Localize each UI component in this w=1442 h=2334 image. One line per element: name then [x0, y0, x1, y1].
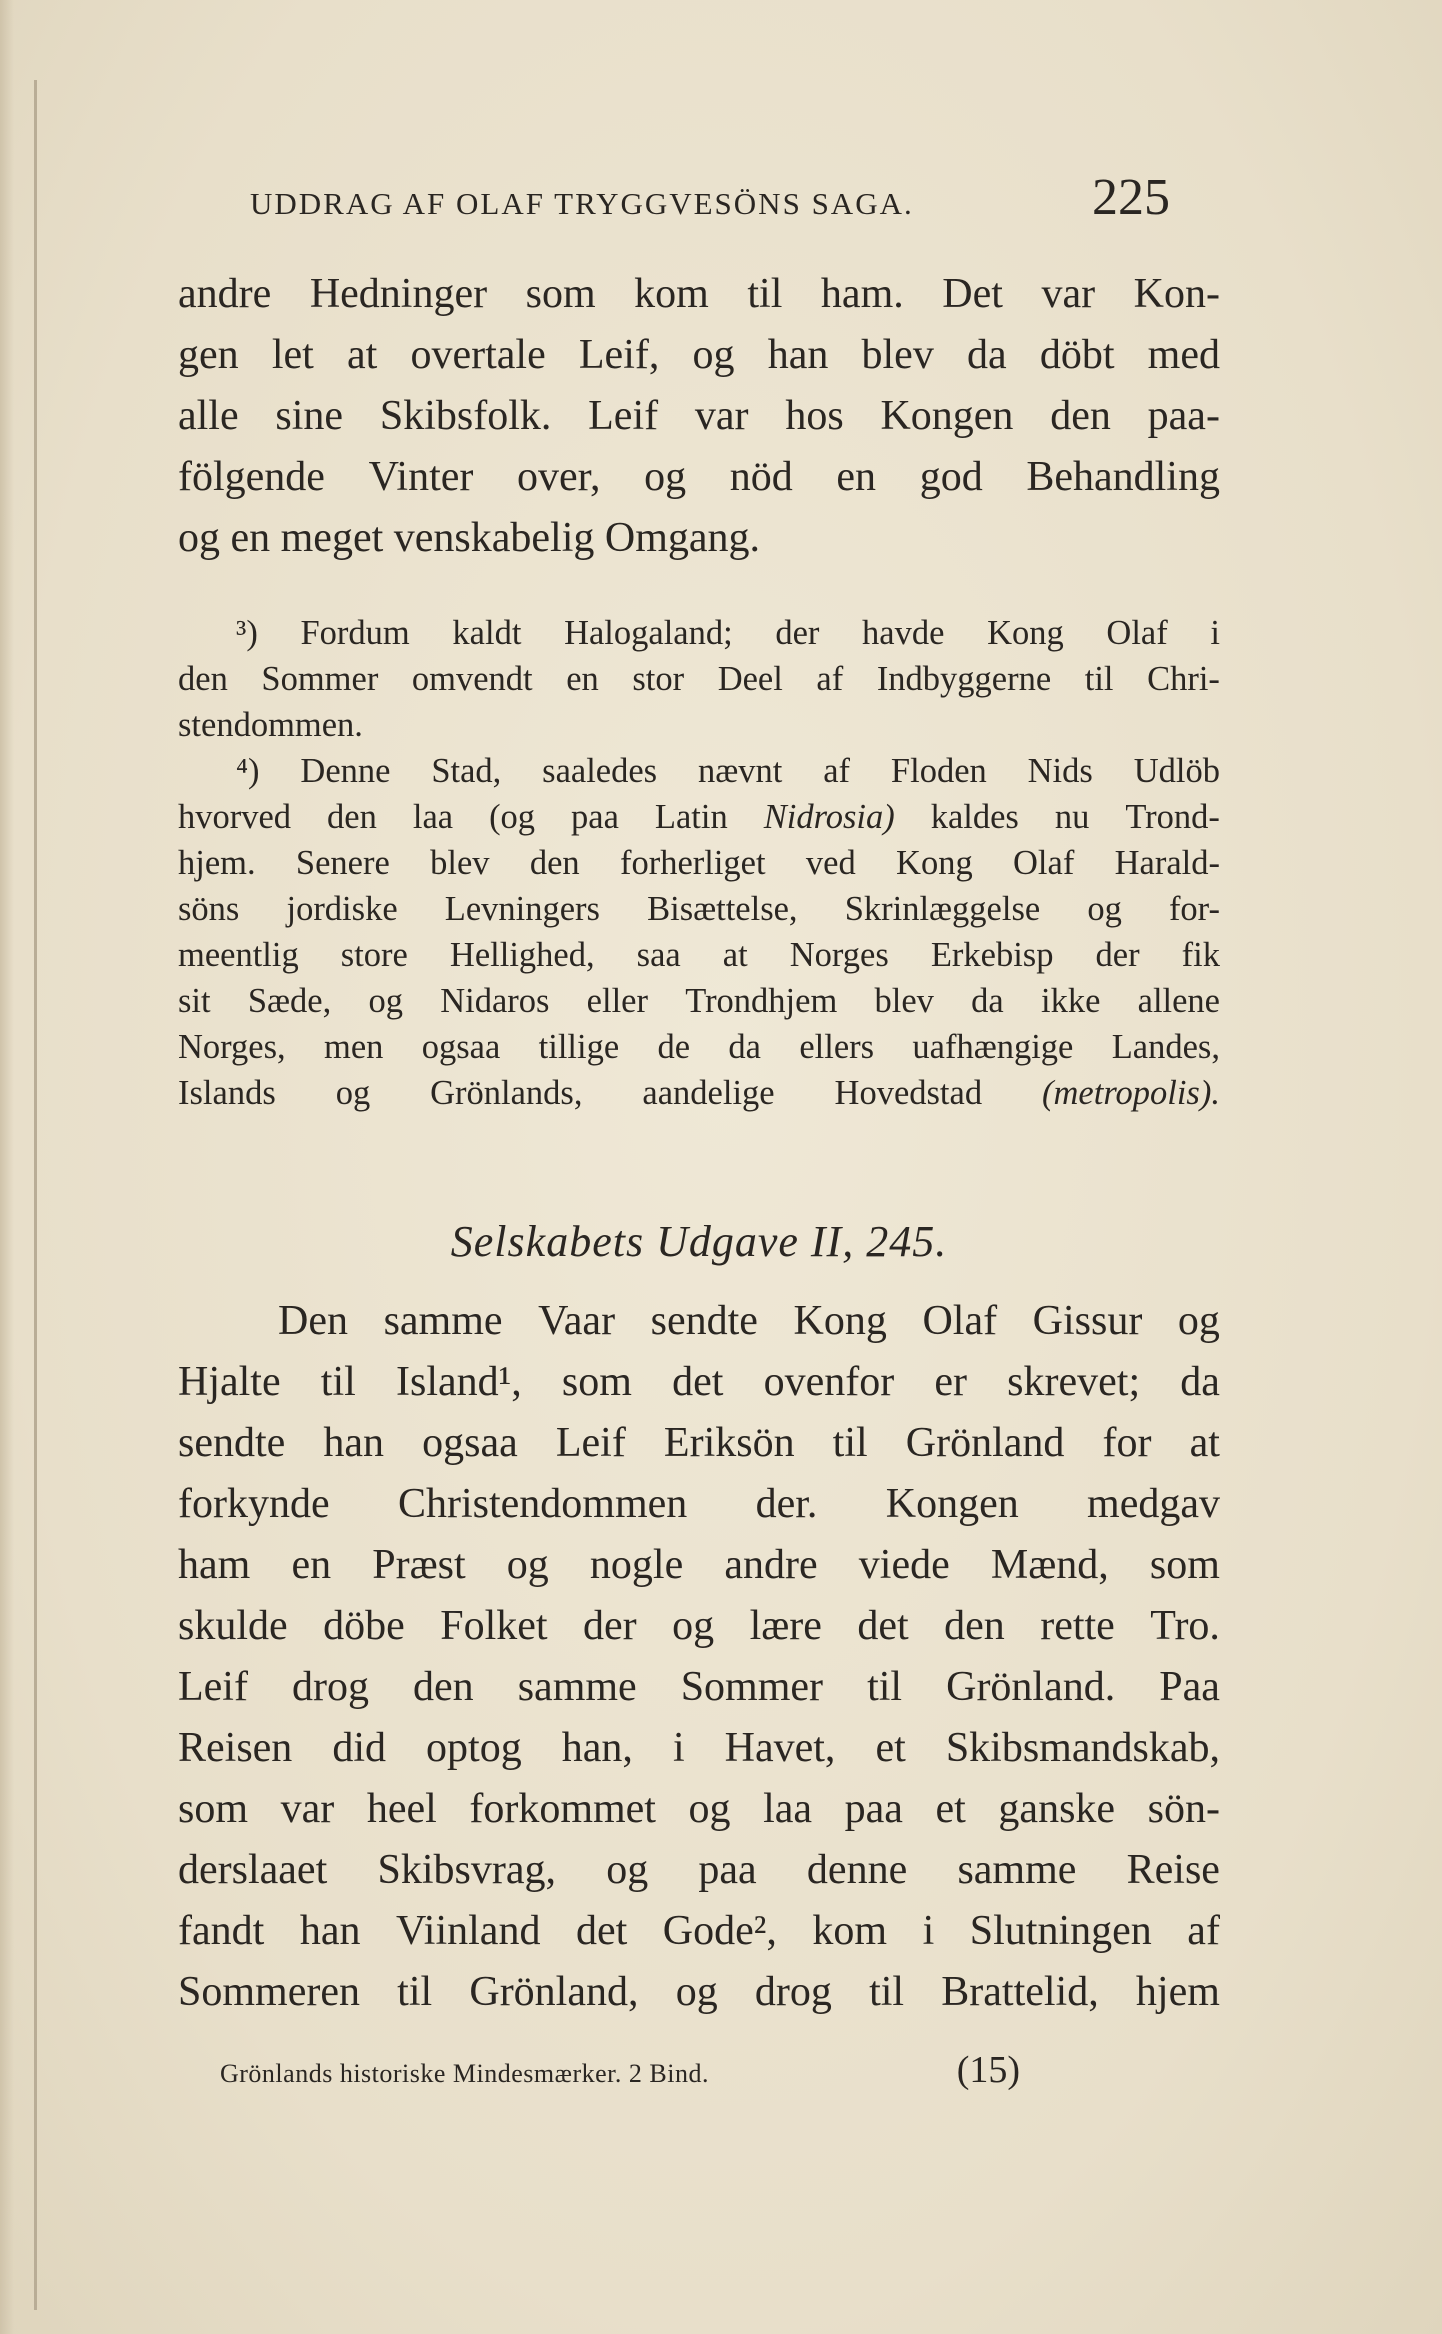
word: forherliget: [619, 844, 766, 882]
word: Olaf: [922, 1298, 998, 1344]
word: Island¹,: [395, 1359, 522, 1405]
word: ogsaa: [422, 1420, 518, 1466]
running-header: [250, 168, 1170, 228]
word: ikke: [1040, 982, 1101, 1020]
word: overtale: [410, 332, 546, 378]
page-number: 225: [1092, 169, 1170, 226]
word: det: [857, 1603, 909, 1649]
word: den: [327, 798, 377, 836]
word: Hovedstad: [834, 1074, 983, 1112]
word: drog: [291, 1664, 369, 1710]
word: store: [340, 936, 408, 974]
word: Hedninger: [309, 271, 488, 317]
text-line: [178, 1596, 1220, 1657]
word: hos: [785, 393, 844, 439]
word: og: [368, 982, 403, 1020]
word: kom: [812, 1908, 888, 1954]
word: et: [875, 1725, 906, 1771]
main-paragraph: [178, 1291, 1220, 2023]
word: som: [178, 1786, 249, 1832]
text-line: [178, 1962, 1220, 2023]
word: Deel: [717, 660, 783, 698]
word: andre: [178, 271, 272, 317]
word: tillige: [538, 1028, 620, 1066]
word: et: [935, 1786, 966, 1832]
word: af: [823, 752, 851, 790]
text-line: [178, 978, 1220, 1024]
word: Bisættelse,: [647, 890, 798, 928]
word: og: [692, 332, 735, 378]
word: Grönland.: [946, 1664, 1116, 1710]
text-line: [178, 508, 1220, 569]
word: söns: [178, 890, 240, 928]
word: Havet,: [724, 1725, 836, 1771]
word: Sommer: [261, 660, 379, 698]
word: da: [1180, 1359, 1220, 1405]
word: Grönlands,: [430, 1074, 583, 1112]
word: den: [178, 660, 228, 698]
word: ⁴): [236, 752, 260, 790]
word: saa: [636, 936, 681, 974]
word: som: [561, 1359, 632, 1405]
word: Nidrosia): [763, 798, 895, 836]
word: det: [575, 1908, 628, 1954]
word: ovenfor: [763, 1359, 895, 1405]
text-line: [178, 1657, 1220, 1718]
word: Grönland,: [469, 1969, 639, 2015]
word: denne: [806, 1847, 908, 1893]
word: Erkebisp: [930, 936, 1054, 974]
word: meentlig: [178, 936, 299, 974]
word: ogsaa: [421, 1028, 501, 1066]
word: Viinland: [395, 1908, 541, 1954]
running-title: UDDRAG AF OLAF TRYGGVESÖNS SAGA.: [250, 186, 914, 221]
word: Præst: [372, 1542, 466, 1588]
word: og en meget venskabelig Omgang.: [178, 515, 761, 561]
word: (og: [489, 798, 536, 836]
word: ellers: [799, 1028, 875, 1066]
word: Levningers: [444, 890, 600, 928]
word: til: [320, 1359, 356, 1405]
word: han: [323, 1420, 385, 1466]
word: der: [775, 614, 820, 652]
word: jordiske: [286, 890, 398, 928]
word: af: [1187, 1908, 1220, 1954]
word: fölgende: [178, 454, 325, 500]
word: sit: [178, 982, 211, 1020]
word: Trond-: [1125, 798, 1220, 836]
word: forkommet: [469, 1786, 656, 1832]
word: og: [644, 454, 687, 500]
word: i: [672, 1725, 685, 1771]
word: Leif,: [578, 332, 660, 378]
word: og: [672, 1603, 715, 1649]
word: Indbyggerne: [876, 660, 1052, 698]
word: paa: [844, 1786, 903, 1832]
word: ham: [178, 1542, 251, 1588]
signature-line: Grönlands historiske Mindesmærker. 2 Bind.: [220, 2059, 709, 2088]
word: til: [747, 271, 783, 317]
word: nogle: [589, 1542, 684, 1588]
word: Kongen: [885, 1481, 1019, 1527]
word: paa-: [1147, 393, 1220, 439]
word: for: [1102, 1420, 1152, 1466]
word: Folket: [440, 1603, 548, 1649]
word: Den: [278, 1298, 348, 1344]
word: drog: [754, 1969, 832, 2015]
word: er: [934, 1359, 967, 1405]
word: var: [694, 393, 749, 439]
page-gutter-shadow: [0, 0, 14, 2334]
word: Behandling: [1026, 454, 1220, 500]
word: Stad,: [431, 752, 502, 790]
word: var: [280, 1786, 335, 1832]
word: Vaar: [538, 1298, 616, 1344]
word: til: [869, 1969, 905, 2015]
word: til: [397, 1969, 433, 2015]
word: (metropolis).: [1042, 1074, 1220, 1112]
word: over,: [517, 454, 601, 500]
word: Gode²,: [662, 1908, 777, 1954]
word: en: [566, 660, 599, 698]
text-line: [178, 1535, 1220, 1596]
page-footer: [220, 2048, 1020, 2092]
word: i: [922, 1908, 935, 1954]
text-line: [178, 1474, 1220, 1535]
word: ved: [805, 844, 856, 882]
word: og: [606, 1847, 649, 1893]
text-line: [178, 794, 1220, 840]
word: heel: [366, 1786, 437, 1832]
word: den: [1050, 393, 1111, 439]
word: andre: [724, 1542, 818, 1588]
word: stendommen.: [178, 706, 363, 744]
text-line: [178, 386, 1220, 447]
word: Det: [942, 271, 1003, 317]
word: Latin: [654, 798, 728, 836]
word: kom: [634, 271, 709, 317]
word: fandt: [178, 1908, 265, 1954]
word: Nidaros: [440, 982, 550, 1020]
word: skrevet;: [1007, 1359, 1141, 1405]
text-line: [178, 447, 1220, 508]
word: Gissur: [1032, 1298, 1143, 1344]
word: nævnt: [698, 752, 783, 790]
word: at: [722, 936, 748, 974]
text-line: [178, 1291, 1220, 1352]
word: og: [335, 1074, 371, 1112]
word: Leif: [555, 1420, 626, 1466]
text-line: [178, 1024, 1220, 1070]
word: Mænd,: [990, 1542, 1109, 1588]
word: hjem: [1135, 1969, 1220, 2015]
word: men: [324, 1028, 384, 1066]
word: Tro.: [1150, 1603, 1220, 1649]
word: rette: [1040, 1603, 1115, 1649]
word: kaldt: [452, 614, 522, 652]
word: at: [346, 332, 378, 378]
word: Christendommen: [397, 1481, 688, 1527]
word: fik: [1181, 936, 1220, 974]
word: og: [1087, 890, 1122, 928]
word: forkynde: [178, 1481, 330, 1527]
word: eller: [586, 982, 648, 1020]
word: döbt: [1039, 332, 1115, 378]
word: ³): [236, 614, 258, 652]
text-line: [178, 1901, 1220, 1962]
word: medgav: [1087, 1481, 1220, 1527]
word: kaldes: [930, 798, 1019, 836]
word: Sæde,: [247, 982, 332, 1020]
word: gen: [178, 332, 239, 378]
word: Vinter: [368, 454, 474, 500]
word: samme: [383, 1298, 503, 1344]
text-line: [178, 610, 1220, 656]
word: som: [1149, 1542, 1220, 1588]
text-line: [178, 748, 1220, 794]
word: lære: [749, 1603, 822, 1649]
word: saaledes: [542, 752, 658, 790]
word: var: [1041, 271, 1096, 317]
word: i: [1210, 614, 1220, 652]
word: den: [529, 844, 580, 882]
word: Kongen: [880, 393, 1014, 439]
word: til: [1084, 660, 1114, 698]
word: han: [767, 332, 829, 378]
word: paa: [698, 1847, 757, 1893]
word: Denne: [300, 752, 391, 790]
text-line: [178, 656, 1220, 702]
word: allene: [1137, 982, 1220, 1020]
word: Reise: [1126, 1847, 1220, 1893]
word: Fordum: [300, 614, 410, 652]
word: for-: [1168, 890, 1220, 928]
text-line: [178, 1352, 1220, 1413]
word: Landes,: [1111, 1028, 1220, 1066]
word: Paa: [1159, 1664, 1220, 1710]
word: Skrinlæggelse: [844, 890, 1041, 928]
word: Skibsvrag,: [377, 1847, 556, 1893]
word: samme: [957, 1847, 1077, 1893]
word: Senere: [295, 844, 390, 882]
text-line: [178, 1718, 1220, 1779]
word: Sommer: [680, 1664, 824, 1710]
word: Udlöb: [1133, 752, 1220, 790]
word: Olaf: [1106, 614, 1168, 652]
word: god: [919, 454, 983, 500]
word: blev: [874, 982, 934, 1020]
word: Norges: [789, 936, 889, 974]
word: Eriksön: [663, 1420, 795, 1466]
word: laa: [412, 798, 454, 836]
word: Harald-: [1114, 844, 1220, 882]
word: omvendt: [411, 660, 533, 698]
word: aandelige: [642, 1074, 775, 1112]
word: Chri-: [1147, 660, 1220, 698]
word: at: [1189, 1420, 1220, 1466]
word: Kong: [896, 844, 973, 882]
word: han: [299, 1908, 361, 1954]
word: der: [583, 1603, 637, 1649]
word: en: [836, 454, 877, 500]
word: laa: [763, 1786, 813, 1832]
word: Halogaland;: [564, 614, 733, 652]
text-line: [178, 1840, 1220, 1901]
word: der: [1095, 936, 1140, 974]
word: Nids: [1027, 752, 1093, 790]
word: det: [672, 1359, 724, 1405]
word: Norges,: [178, 1028, 286, 1066]
word: alle: [178, 393, 239, 439]
text-line: [178, 1779, 1220, 1840]
word: til: [832, 1420, 868, 1466]
word: sine: [275, 393, 344, 439]
word: da: [728, 1028, 761, 1066]
word: havde: [862, 614, 945, 652]
word: blev: [861, 332, 934, 378]
word: Trondhjem: [685, 982, 838, 1020]
word: derslaaet: [178, 1847, 328, 1893]
word: den: [944, 1603, 1005, 1649]
word: Leif: [178, 1664, 248, 1710]
text-line: [178, 1413, 1220, 1474]
word: skulde: [178, 1603, 288, 1649]
word: viede: [858, 1542, 950, 1588]
word: og: [506, 1542, 549, 1588]
word: Olaf: [1013, 844, 1075, 882]
sheet-number: (15): [956, 2049, 1020, 2091]
word: nöd: [729, 454, 793, 500]
word: af: [816, 660, 844, 698]
word: og: [675, 1969, 718, 2015]
text-line: [178, 932, 1220, 978]
word: Skibsfolk.: [379, 393, 552, 439]
word: ham.: [820, 271, 904, 317]
text-line: [178, 1070, 1220, 1116]
word: en: [291, 1542, 332, 1588]
word: optog: [426, 1725, 522, 1771]
word: og: [1177, 1298, 1220, 1344]
word: Floden: [890, 752, 987, 790]
word: sön-: [1147, 1786, 1220, 1832]
word: sendte: [650, 1298, 758, 1344]
word: stor: [632, 660, 685, 698]
word: Sommeren: [178, 1969, 360, 2015]
word: döbe: [323, 1603, 405, 1649]
word: og: [688, 1786, 731, 1832]
word: paa: [571, 798, 619, 836]
word: Leif: [588, 393, 659, 439]
word: Kong: [987, 614, 1064, 652]
word: samme: [517, 1664, 637, 1710]
word: Islands: [178, 1074, 276, 1112]
word: Skibsmandskab,: [945, 1725, 1220, 1771]
word: til: [867, 1664, 903, 1710]
word: Reisen: [178, 1725, 293, 1771]
word: let: [271, 332, 314, 378]
text-line: [178, 840, 1220, 886]
word: da: [971, 982, 1004, 1020]
word: de: [657, 1028, 691, 1066]
word: Hellighed,: [449, 936, 595, 974]
word: hvorved: [178, 798, 292, 836]
word: sendte: [178, 1420, 286, 1466]
word: did: [332, 1725, 387, 1771]
word: da: [967, 332, 1007, 378]
word: uafhængige: [912, 1028, 1074, 1066]
word: Kong: [793, 1298, 887, 1344]
word: den: [413, 1664, 474, 1710]
word: der.: [755, 1481, 818, 1527]
text-line: [178, 886, 1220, 932]
word: med: [1147, 332, 1220, 378]
word: hjem.: [178, 844, 256, 882]
text-line: [178, 325, 1220, 386]
word: blev: [430, 844, 490, 882]
word: ganske: [998, 1786, 1116, 1832]
word: Brattelid,: [941, 1969, 1099, 2015]
word: nu: [1054, 798, 1090, 836]
word: Grönland: [905, 1420, 1065, 1466]
word: Slutningen: [969, 1908, 1152, 1954]
footnotes: [178, 610, 1220, 1116]
word: Hjalte: [178, 1359, 281, 1405]
text-line: [178, 702, 1220, 748]
word: Kon-: [1133, 271, 1220, 317]
text-line: [178, 264, 1220, 325]
section-heading: Selskabets Udgave II, 245.: [450, 1217, 948, 1266]
binding-edge: [34, 80, 37, 2310]
top-paragraph: [178, 264, 1220, 569]
word: som: [525, 271, 596, 317]
word: han,: [561, 1725, 633, 1771]
